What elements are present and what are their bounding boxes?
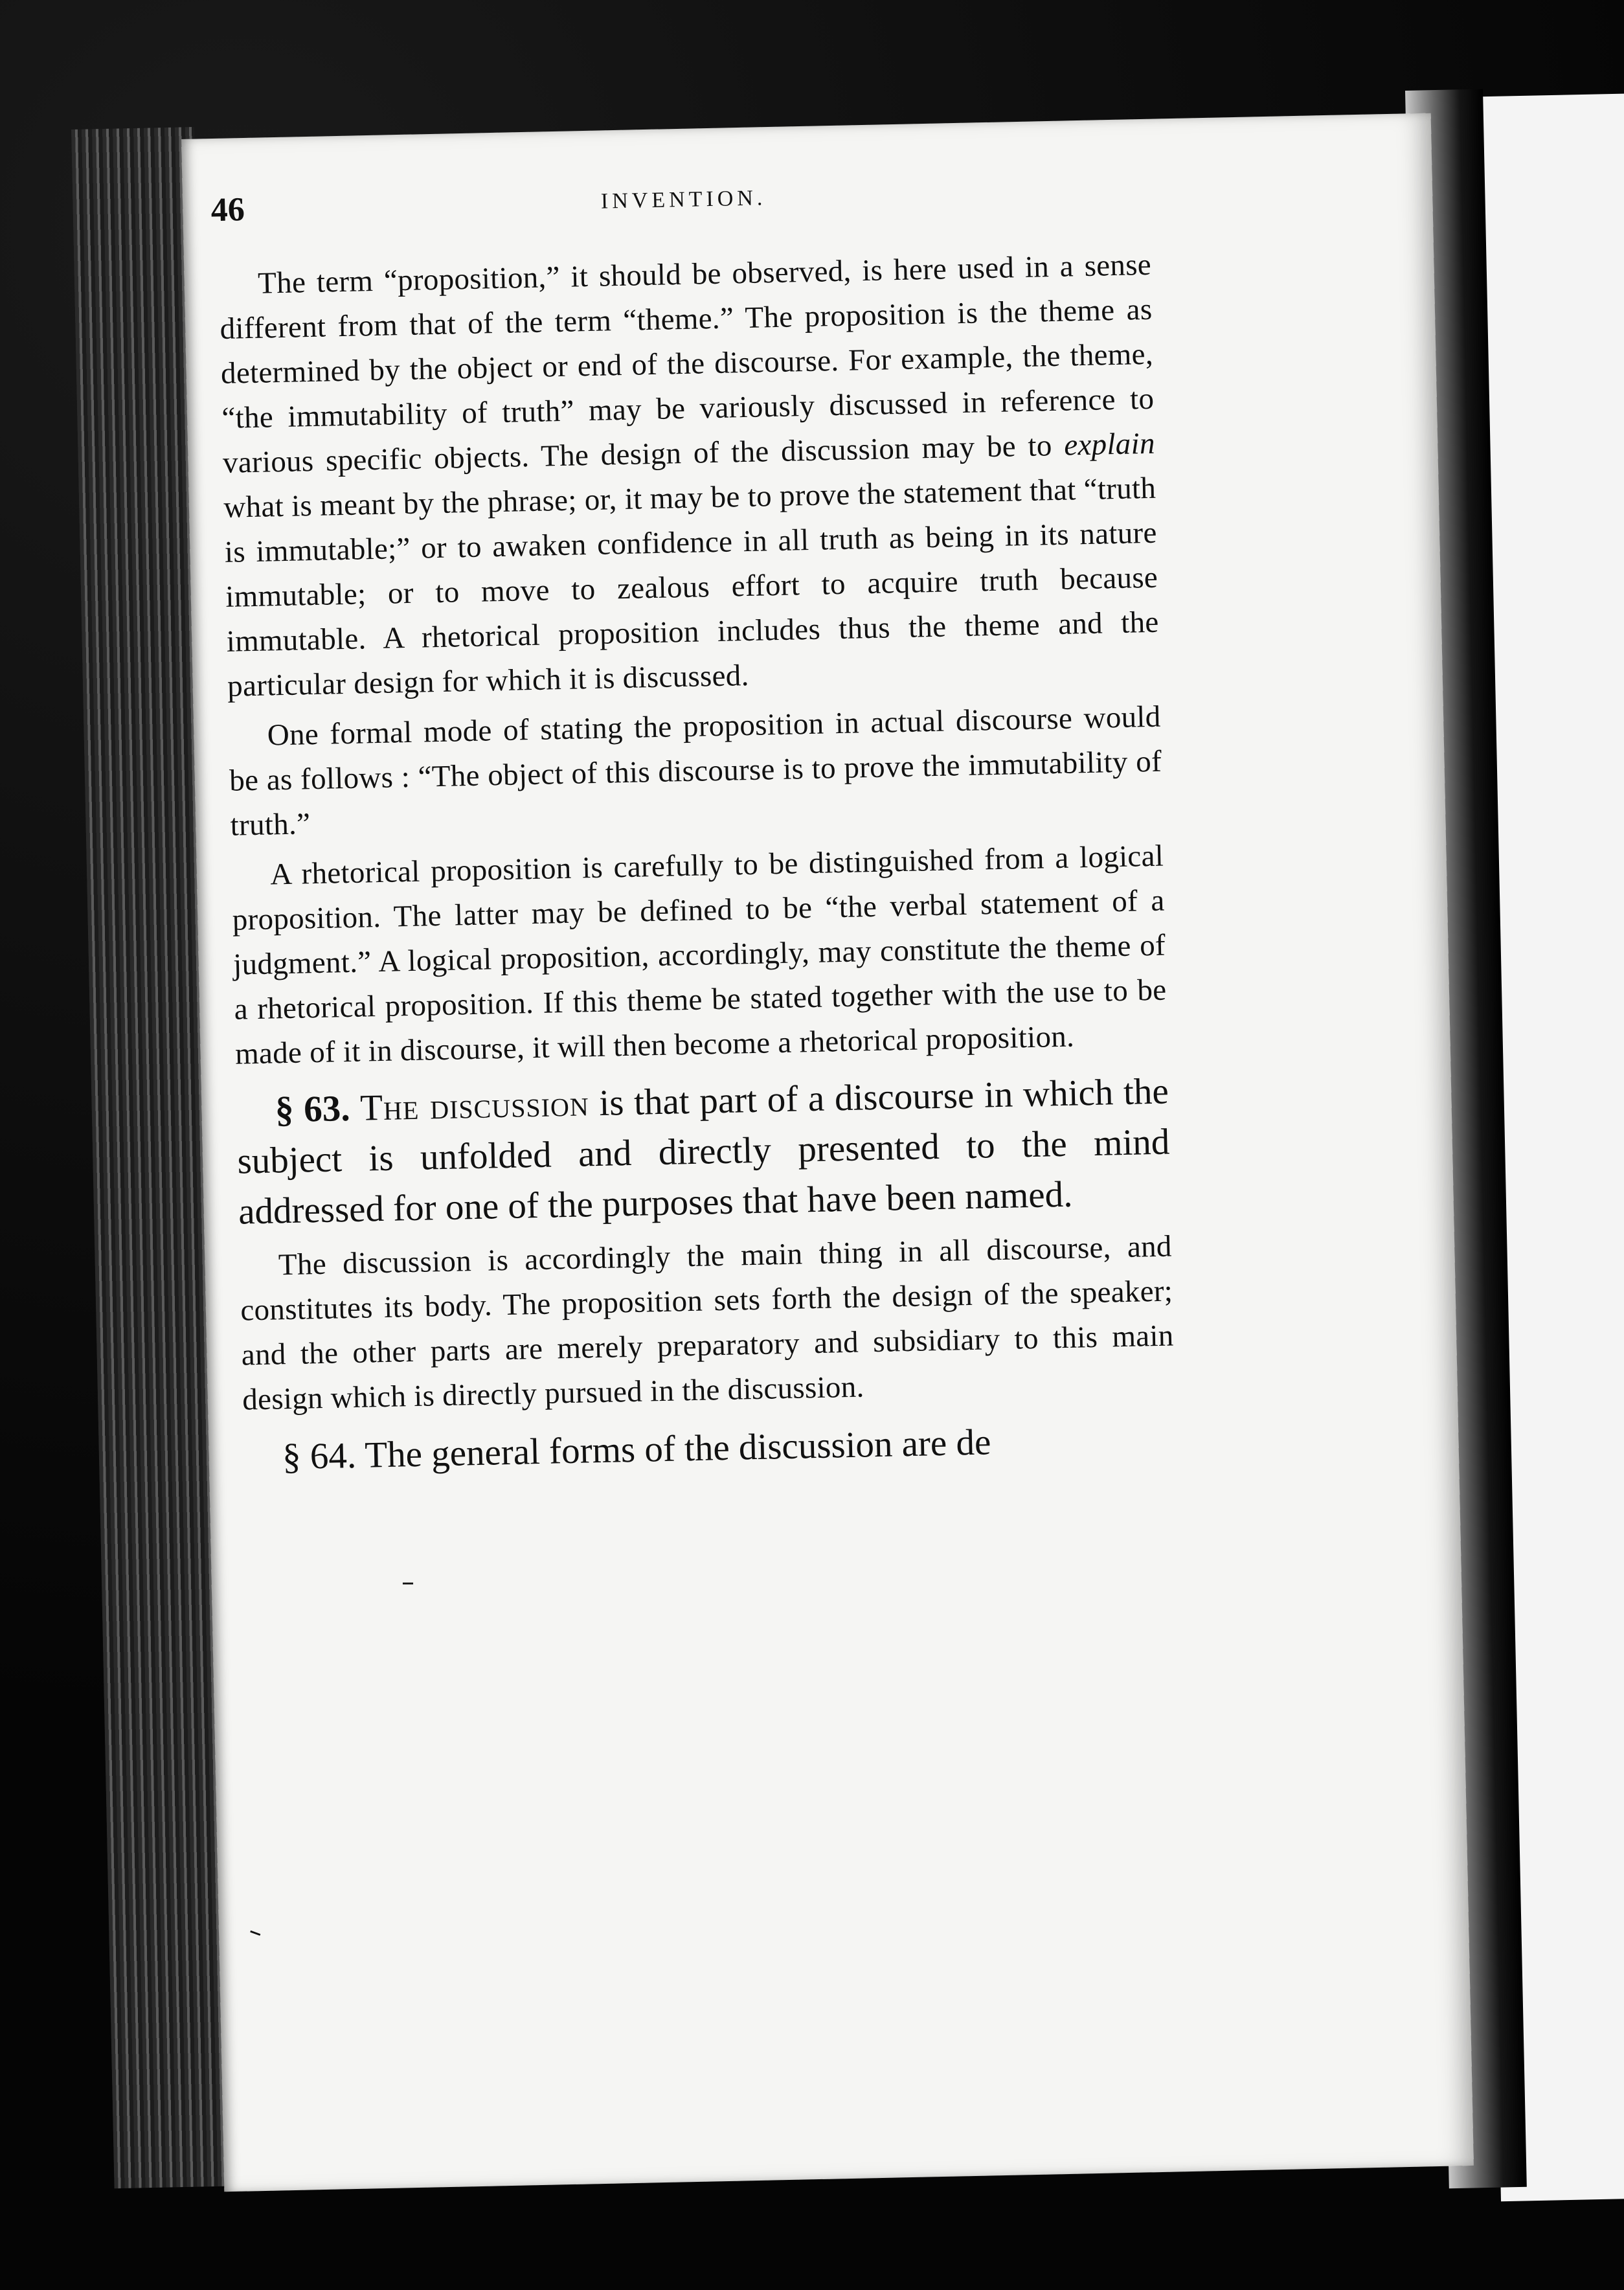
section-text: The general forms of the discussion are de (355, 1422, 991, 1476)
section-63 (236, 1067, 1171, 1238)
section-text: is that part of a discourse in which the subject is unfolded and directly presented to the mind addressed for one of the purposes that have been named. (236, 1071, 1170, 1232)
margin-mark: – (401, 1567, 414, 1597)
running-title: INVENTION. (600, 186, 767, 214)
page-text-block (210, 165, 1177, 1521)
section-lead-term: The discussion (359, 1083, 590, 1129)
paragraph-discussion-body: The discussion is accordingly the main thing in all discourse, and constitutes its body. The proposition sets forth the design of the speaker; and the other parts are merely preparatory and subsidiary to this main design which is directly pursued in the discussion. (240, 1229, 1175, 1417)
section-number: § 64. (282, 1434, 357, 1478)
paragraph-text: The term “proposition,” it should be observed, is here used in a sense different from that of the term “theme.” The proposition is the theme as determined by the object or end of the discourse. For example, the theme, “the immutability of truth” may be variously discussed in reference to various specific objects. The design of the discussion may be to (220, 247, 1155, 480)
section-64 (243, 1413, 1176, 1483)
paragraph-formal-mode: One formal mode of stating the proposition in actual discourse would be as follows : “The object of this discourse is to prove the immutability of truth.” (229, 699, 1162, 843)
paragraph-text: what is meant by the phrase; or, it may be to prove the statement that “truth is immutable;” or to awaken confidence in all truth as being in its nature immutable; or to move to zealous effort to acquire truth because immutable. A rhetorical proposition includes thus the theme and the particular design for which it is discussed. (223, 471, 1160, 703)
paragraph-proposition-definition (219, 243, 1160, 709)
page-number: 46 (210, 191, 245, 229)
italic-word: explain (1063, 426, 1156, 462)
section-number: § 63. (275, 1088, 351, 1131)
paragraph-logical-proposition: A rhetorical proposition is carefully to be distinguished from a logical proposition. The latter may be defined to be “the verbal statement of a judgment.” A logical proposition, accordingly, may constitute the theme of a rhetorical proposition. If this theme be stated together with the use to be made of it in discourse, it will then become a rhetorical proposition. (232, 839, 1167, 1071)
margin-mark: – (244, 1915, 267, 1949)
